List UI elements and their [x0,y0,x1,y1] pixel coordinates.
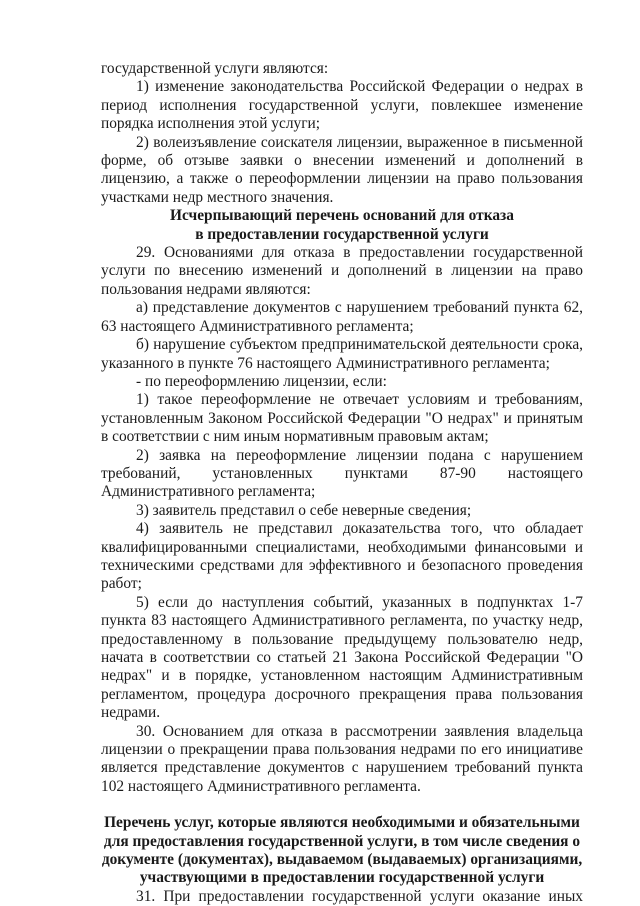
paragraph-item-1: 1) изменение законодательства Российской Федерации о недрах в период исполнения государственной услуги, повлекшее изменение порядка исполнения этой услуги; [101,78,583,133]
paragraph-29-b: б) нарушение субъектом предпринимательской деятельности срока, указанного в пункте 76 настоящего Административного регламента; [101,336,583,372]
section-heading-line: Перечень услуг, которые являются необходимыми и обязательными [104,814,580,832]
paragraph-29-item-5: 5) если до наступления событий, указанных в подпунктах 1-7 пункта 83 настоящего Административного регламента, по участку недр, предоставленному в пользование предыдущему пользователю недр, начата в соответствии со статьей 21 Закона Российской Федерации "О недрах" и в порядке, установленном настоящим Административным регламентом, процедура досрочного прекращения права пользования недрами. [101,593,583,722]
section-heading-line: Исчерпывающий перечень оснований для отказа [170,207,514,225]
section-heading-line: для предоставления государственной услуги, в том числе сведения о [103,832,581,850]
paragraph-continuation: государственной услуги являются: [101,60,329,77]
paragraph-item-2: 2) волеизъявление соискателя лицензии, выраженное в письменной форме, об отзыве заявки о внесении изменений и дополнений в лицензию, а также о переоформлении лицензии на право пользования участками недр местного значения. [101,133,583,206]
paragraph-29-item-2: 2) заявка на переоформление лицензии подана с нарушением требований, установленных пунктами 87-90 настоящего Административного регламента; [101,446,583,501]
paragraph-29-a: а) представление документов с нарушением требований пункта 62, 63 настоящего Административного регламента; [101,299,583,335]
paragraph-29-reissue: - по переоформлению лицензии, если: [136,372,387,390]
paragraph-29-item-3: 3) заявитель представил о себе неверные сведения; [136,501,472,519]
section-heading-line: документе (документах), выдаваемом (выдаваемых) организациями, [101,851,583,869]
spacer [101,796,583,814]
paragraph-30: 30. Основанием для отказа в рассмотрении заявления владельца лицензии о прекращении права пользования недрами по его инициативе является представление документов с нарушением требований пункта 102 настоящего Административного регламента. [101,722,583,795]
paragraph-31: 31. При предоставлении государственной услуги оказание иных [136,887,583,905]
paragraph-29-item-4: 4) заявитель не представил доказательства того, что обладает квалифицированными специалистами, необходимыми финансовыми и техническими средствами для эффективного и безопасного проведения работ; [101,520,583,593]
paragraph-29-intro: 29. Основаниями для отказа в предоставлении государственной услуги по внесению изменений и дополнений в лицензии на право пользования недрами являются: [101,244,583,298]
paragraph-29-item-1: 1) такое переоформление не отвечает условиям и требованиям, установленным Законом Российской Федерации "О недрах" и принятым в соответствии с ним иным нормативным правовым актам; [101,391,583,446]
section-heading-line: участвующими в предоставлении государственной услуги [139,869,545,887]
section-heading-line: в предоставлении государственной услуги [195,225,489,243]
